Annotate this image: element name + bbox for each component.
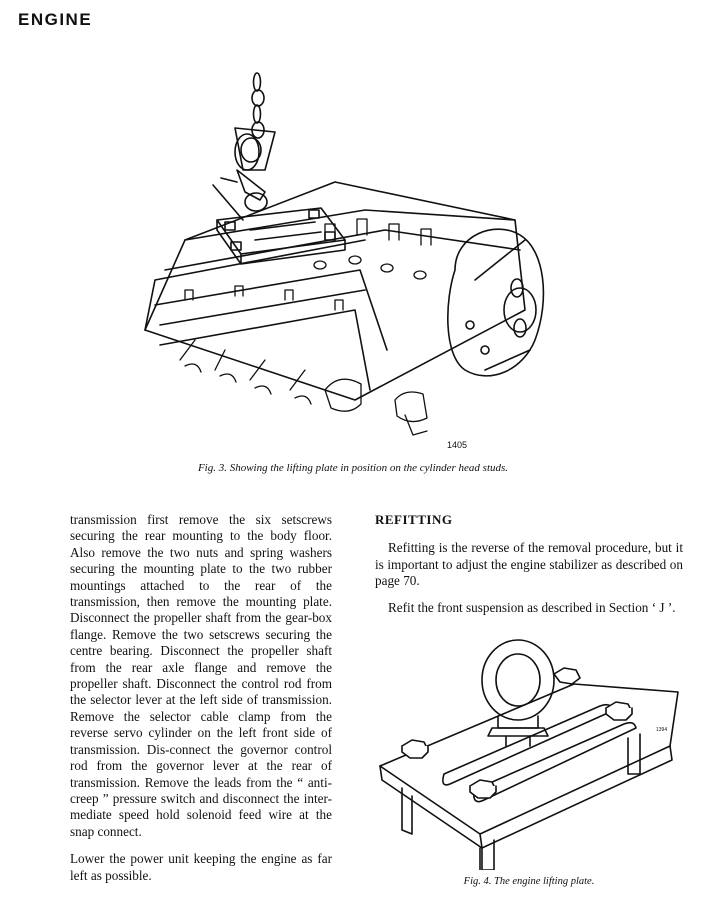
figure3-caption: Fig. 3. Showing the lifting plate in position on the cylinder head studs. <box>197 462 509 474</box>
camshaft-cover-studs <box>185 219 431 310</box>
section-header: ENGINE <box>18 10 93 29</box>
timing-cover <box>448 229 544 376</box>
left-paragraph: transmission first remove the six setscrews securing the rear mounting to the body floor. Also remove the two nuts and spring washers securing the mounting plate to the two rubber mountings attached to the rear of the transmission, then remove the mounting plate. Disconnect the propeller shaft from the gear-box flange. Remove the two setscrews securing the centre bearing. Disconnect the propeller shaft from the rear axle flange and remove the propeller shaft. Disconnect the control rod from the selector lever at the left side of transmission. Remove the selector cable clamp from the reverse servo cylinder on the left front side of transmission. Dis-connect the governor control rod from the governor lever at the rear of transmission. Remove the leads from the “ anti-creep ” pressure switch and disconnect the inter-mediate speed hold solenoid feed wire at the snap connect. <box>70 512 332 839</box>
right-paragraph: Refitting is the reverse of the removal procedure, but it is important to adjust the engine stabilizer as described on page 70. <box>375 540 683 589</box>
figure3-number: 1405 <box>447 440 468 450</box>
engine-lifting-illustration <box>125 70 565 460</box>
refitting-heading: REFITTING <box>375 512 453 527</box>
right-column <box>375 512 683 626</box>
lifting-plate-illustration <box>374 638 684 870</box>
figure4-caption: Fig. 4. The engine lifting plate. <box>463 876 595 887</box>
lifting-chain <box>213 73 275 220</box>
left-column <box>70 512 332 895</box>
right-paragraph: Refit the front suspension as described in Section ‘ J ’. <box>388 599 676 615</box>
left-paragraph: Lower the power unit keeping the engine as far left as possible. <box>70 851 332 883</box>
cylinder-head <box>145 182 525 400</box>
figure4-number: 1394 <box>656 727 668 733</box>
